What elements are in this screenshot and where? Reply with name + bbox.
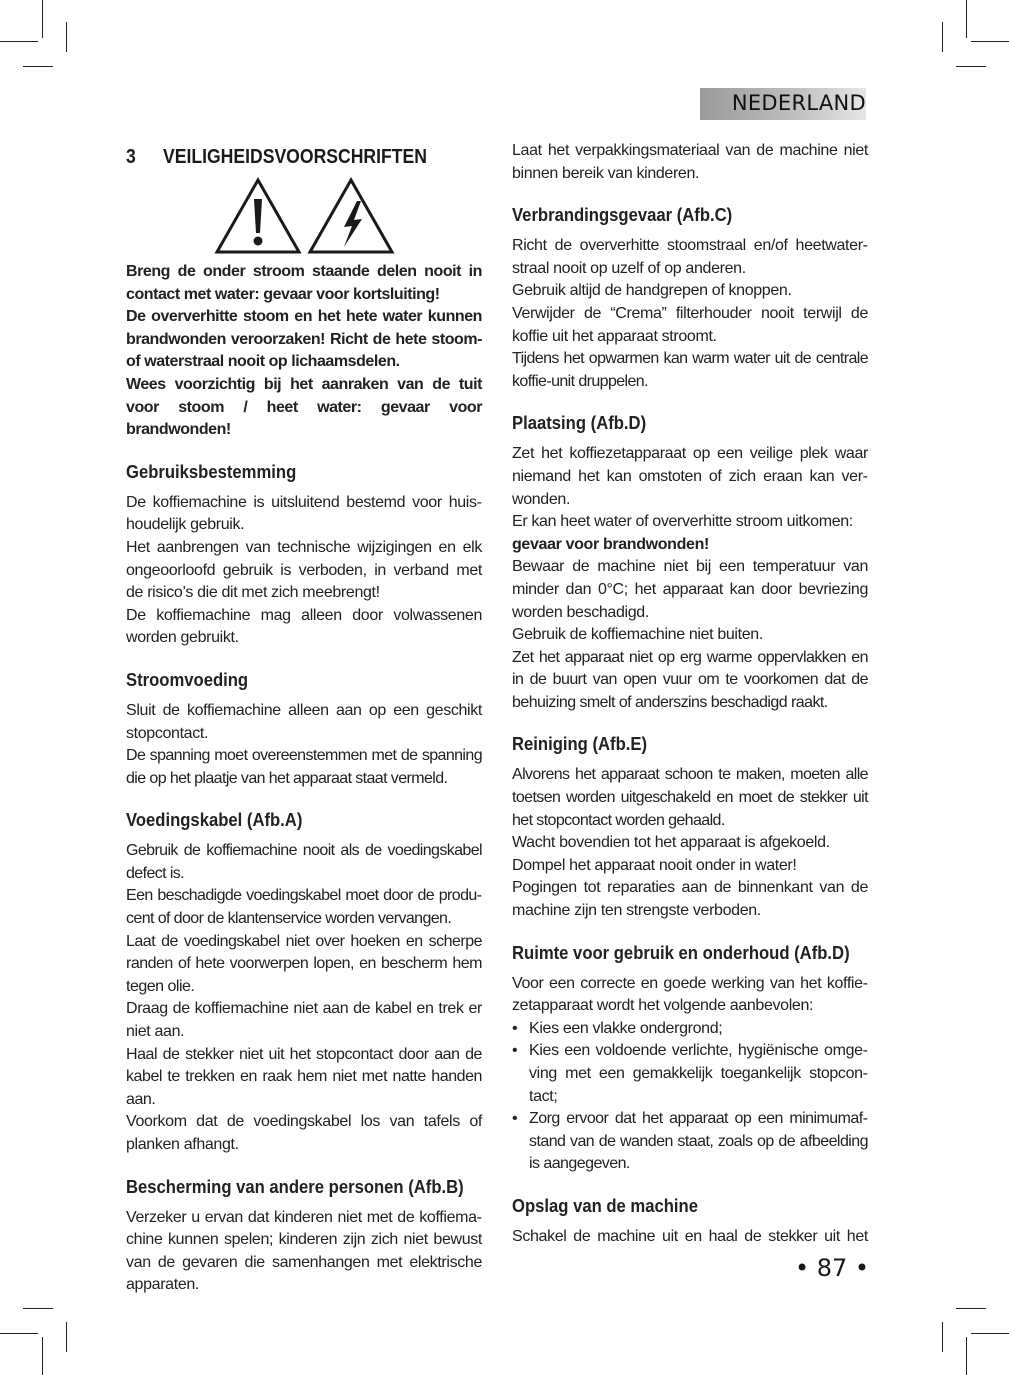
crop-mark [971,41,1009,42]
paragraph: Verwijder de “Crema” filterhouder nooit terwijl de koffie uit het apparaat stroomt. [512,304,868,345]
warning-text: Breng de onder stroom staande delen nooit in contact met water: gevaar voor kortsluiting! [126,263,482,303]
exclamation-warning-icon [214,177,302,255]
left-column [126,140,482,1297]
list-item: • Kies een voldoende verlichte, hygiënische omgeving met een gemakkelijk toegankelijk stopcontact; [512,1040,868,1108]
paragraph: Gebruik de koffiemachine nooit als de voedingskabel defect is. [126,842,482,882]
paragraph [512,511,868,556]
crop-mark [0,1333,38,1334]
paragraph: Alvorens het apparaat schoon te maken, moeten alle toetsen worden uitgeschakeld en moet de stekker uit het stopcontact worden gehaald. [512,766,868,829]
subheading-kabel: Voedingskabel (Afb.A) [126,809,303,831]
bold-warning: gevaar voor brandwonden! [512,535,709,553]
list-item: • Kies een vlakke ondergrond; [512,1018,868,1041]
crop-mark [23,66,53,67]
page-number: • 87 • [794,1254,870,1282]
crop-mark [956,66,986,67]
language-label: NEDERLAND [731,91,866,115]
crop-mark [23,1308,53,1309]
right-column [512,140,868,1249]
paragraph: Richt de oververhitte stoomstraal en/of heetwaterstraal nooit op uzelf of op anderen. [512,237,868,277]
paragraph: Een beschadigde voedingskabel moet door de producent of door de klantenservice worden vervangen. [126,887,482,928]
section-title: VEILIGHEIDSVOORSCHRIFTEN [162,146,427,168]
crop-mark [0,41,38,42]
paragraph: Draag de koffiemachine niet aan de kabel en trek er niet aan. [126,1000,482,1041]
paragraph: Voorkom dat de voedingskabel los van tafels of planken afhangt. [126,1113,482,1153]
paragraph: Gebruik altijd de handgrepen of knoppen. [512,282,792,300]
crop-mark [42,1337,43,1375]
paragraph: De spanning moet overeenstemmen met de spanning die op het plaatje van het apparaat staat vermeld. [126,747,482,787]
paragraph: De koffiemachine mag alleen door volwassenen worden gebruikt. [126,606,482,647]
crop-mark [966,0,967,38]
paragraph: Haal de stekker niet uit het stopcontact door aan de kabel te trekken en raak hem niet met natte handen aan. [126,1045,482,1108]
paragraph: Sluit de koffiemachine alleen aan op een geschikt stopcontact. [126,701,482,742]
paragraph: Zet het apparaat niet op erg warme oppervlakken en in de buurt van open vuur om te voorkomen dat de behuizing smelt of anderszins beschadigd raakt. [512,648,868,711]
paragraph: Bewaar de machine niet bij een temperatuur van minder dan 0°C; het apparaat kan door bevriezing worden beschadigd. [512,558,868,621]
warning-text: Wees voorzichtig bij het aanraken van de tuit voor stoom / heet water: gevaar voor brandwonden! [126,375,482,439]
paragraph: Het aanbrengen van technische wijzigingen en elk ongeoorloofd gebruik is verboden, in verband met de risico’s die dit met zich meebrengt! [126,538,482,602]
warning-text: De oververhitte stoom en het hete water kunnen brandwonden veroorzaken! Richt de hete stoom- of waterstraal nooit op lichaamsdelen. [126,308,482,371]
electric-shock-warning-icon [307,177,395,255]
subheading-bescherming: Bescherming van andere personen (Afb.B) [126,1175,464,1197]
paragraph: Wacht bovendien tot het apparaat is afgekoeld. [512,834,830,852]
crop-mark [942,1322,943,1352]
paragraph: Verzeker u ervan dat kinderen niet met de koffiemachine kunnen spelen; kinderen zijn zich niet bewust van de gevaren die samenhangen met elektrische apparaten. [126,1208,482,1294]
crop-mark [942,22,943,52]
paragraph: Laat het verpakkingsmateriaal van de machine niet binnen bereik van kinderen. [512,142,868,182]
crop-mark [66,1322,67,1352]
paragraph: Laat de voedingskabel niet over hoeken en scherpe randen of hete voorwerpen lopen, en bescherm hem tegen olie. [126,932,482,995]
language-tab [700,88,866,120]
subheading-verbranding: Verbrandingsgevaar (Afb.C) [512,204,733,226]
crop-mark [66,22,67,52]
crop-mark [42,0,43,38]
subheading-reiniging: Reiniging (Afb.E) [512,733,648,755]
paragraph: Gebruik de koffiemachine niet buiten. [512,626,763,644]
subheading-gebruik: Gebruiksbestemming [126,460,297,482]
paragraph: Zet het koffiezetapparaat op een veilige plek waar niemand het kan omstoten of zich eraan kan verwonden. [512,445,868,508]
paragraph-text: Er kan heet water of oververhitte stroom uitkomen: [512,513,853,531]
paragraph: Voor een correcte en goede werking van het koffiezetapparaat wordt het volgende aanbevolen: [512,974,868,1015]
crop-mark [956,1308,986,1309]
section-heading [126,146,439,169]
paragraph: De koffiemachine is uitsluitend bestemd voor huishoudelijk gebruik. [126,493,482,534]
paragraph: Pogingen tot reparaties aan de binnenkant van de machine zijn ten strengste verboden. [512,879,868,920]
subheading-plaatsing: Plaatsing (Afb.D) [512,412,647,434]
crop-mark [966,1337,967,1375]
subheading-stroom: Stroomvoeding [126,668,249,690]
crop-mark [971,1333,1009,1334]
paragraph: Schakel de machine uit en haal de stekker uit het [512,1227,868,1245]
recommendation-list [512,1018,868,1176]
list-item: • Zorg ervoor dat het apparaat op een minimumafstand van de wanden staat, zoals op de afbeelding is aangegeven. [512,1108,868,1176]
warning-icons [126,177,482,255]
subheading-ruimte: Ruimte voor gebruik en onderhoud (Afb.D) [512,941,850,963]
section-number: 3 [126,146,136,168]
subheading-opslag: Opslag van de machine [512,1194,698,1216]
paragraph: Dompel het apparaat nooit onder in water! [512,856,797,874]
paragraph: Tijdens het opwarmen kan warm water uit de centrale koffie-unit druppelen. [512,350,868,390]
